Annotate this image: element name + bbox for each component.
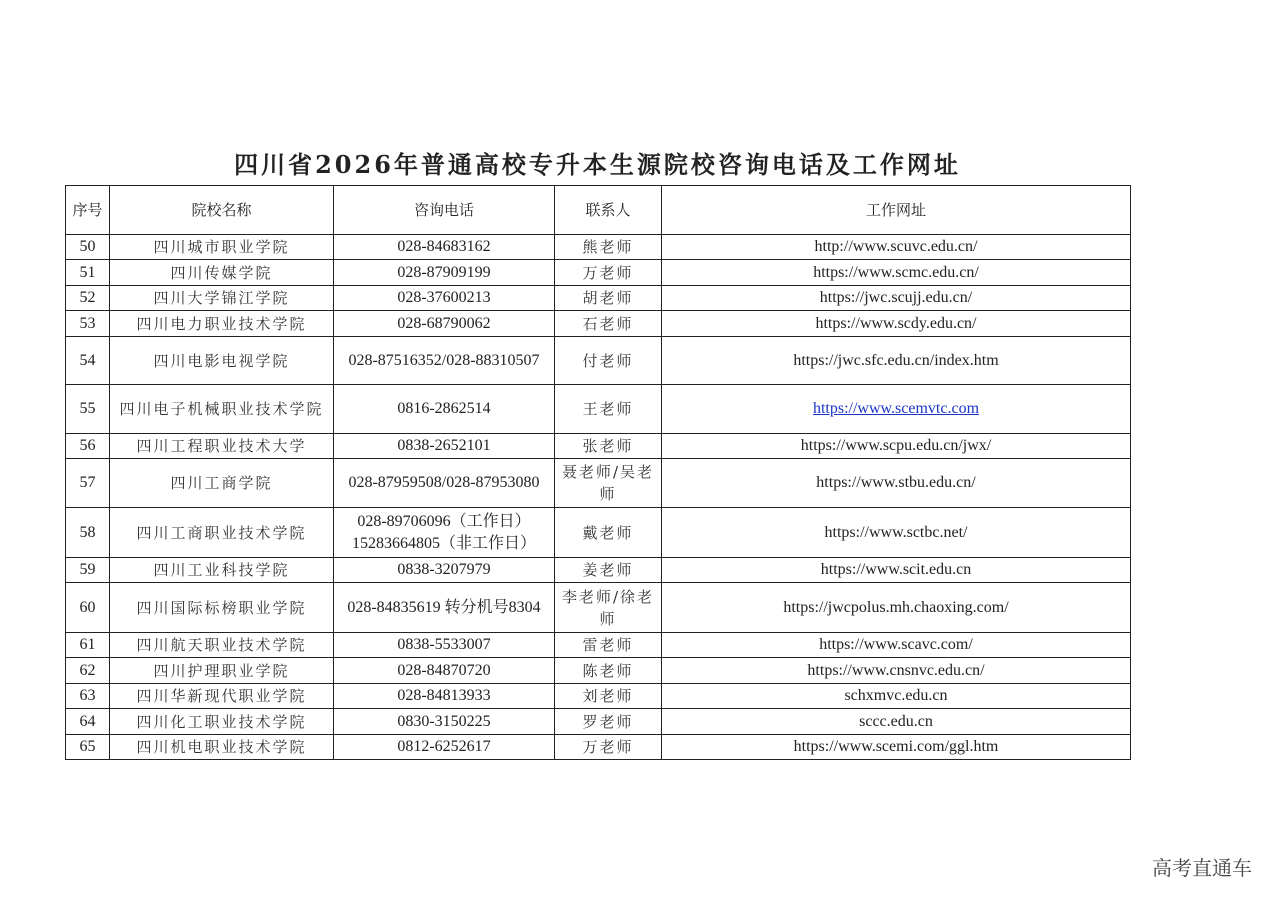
table-row: [66, 709, 1131, 735]
row-college-name: 四川华新现代职业学院: [110, 684, 334, 709]
row-contact: 雷老师: [555, 633, 662, 658]
row-college-name: 四川护理职业学院: [110, 658, 334, 684]
row-phone: 0838-2652101: [334, 434, 555, 459]
row-phone: 028-87959508/028-87953080: [334, 459, 555, 508]
row-contact: 姜老师: [555, 558, 662, 583]
row-phone: 0838-3207979: [334, 558, 555, 583]
row-college-name: 四川机电职业技术学院: [110, 735, 334, 760]
table-row: [66, 583, 1131, 633]
row-contact: 李老师/徐老师: [555, 583, 662, 633]
row-college-name: 四川工商职业技术学院: [110, 508, 334, 558]
row-phone: 028-68790062: [334, 311, 555, 337]
website-link[interactable]: https://www.scemvtc.com: [812, 400, 980, 417]
row-college-name: 四川工商学院: [110, 459, 334, 508]
row-website: https://jwc.scujj.edu.cn/: [662, 286, 1131, 311]
row-website: https://www.scpu.edu.cn/jwx/: [662, 434, 1131, 459]
row-phone: 0816-2862514: [334, 385, 555, 434]
row-phone: 0812-6252617: [334, 735, 555, 760]
row-contact: 胡老师: [555, 286, 662, 311]
row-phone: 028-84683162: [334, 235, 555, 260]
row-college-name: 四川工程职业技术大学: [110, 434, 334, 459]
row-index: 64: [66, 709, 110, 735]
table-row: [66, 735, 1131, 760]
row-website: https://www.scdy.edu.cn/: [662, 311, 1131, 337]
table-row: [66, 311, 1131, 337]
row-contact: 陈老师: [555, 658, 662, 684]
row-college-name: 四川城市职业学院: [110, 235, 334, 260]
row-index: 59: [66, 558, 110, 583]
row-phone: 028-87516352/028-88310507: [334, 337, 555, 385]
row-phone: 028-84870720: [334, 658, 555, 684]
row-college-name: 四川传媒学院: [110, 260, 334, 286]
row-index: 65: [66, 735, 110, 760]
row-index: 58: [66, 508, 110, 558]
table-row: [66, 235, 1131, 260]
row-index: 57: [66, 459, 110, 508]
row-phone: 028-87909199: [334, 260, 555, 286]
table-row: [66, 658, 1131, 684]
row-phone: 028-89706096（工作日）15283664805（非工作日）: [334, 508, 555, 558]
row-college-name: 四川航天职业技术学院: [110, 633, 334, 658]
row-index: 56: [66, 434, 110, 459]
row-phone: 028-84835619 转分机号8304: [334, 583, 555, 633]
row-index: 50: [66, 235, 110, 260]
row-index: 52: [66, 286, 110, 311]
table-row: [66, 260, 1131, 286]
row-contact: 万老师: [555, 260, 662, 286]
row-website: https://www.sctbc.net/: [662, 508, 1131, 558]
row-index: 55: [66, 385, 110, 434]
table-row: [66, 459, 1131, 508]
row-college-name: 四川电力职业技术学院: [110, 311, 334, 337]
row-college-name: 四川工业科技学院: [110, 558, 334, 583]
row-index: 61: [66, 633, 110, 658]
header-phone: 咨询电话: [334, 186, 555, 235]
row-index: 63: [66, 684, 110, 709]
table-row: [66, 684, 1131, 709]
row-website: https://www.scavc.com/: [662, 633, 1131, 658]
row-contact: 熊老师: [555, 235, 662, 260]
row-contact: 聂老师/吴老师: [555, 459, 662, 508]
row-website: https://www.scmc.edu.cn/: [662, 260, 1131, 286]
header-name: 院校名称: [110, 186, 334, 235]
table-row: [66, 508, 1131, 558]
row-website: https://www.stbu.edu.cn/: [662, 459, 1131, 508]
row-website: sccc.edu.cn: [662, 709, 1131, 735]
row-phone: 028-37600213: [334, 286, 555, 311]
row-contact: 王老师: [555, 385, 662, 434]
row-college-name: 四川电影电视学院: [110, 337, 334, 385]
row-college-name: 四川化工职业技术学院: [110, 709, 334, 735]
row-college-name: 四川国际标榜职业学院: [110, 583, 334, 633]
row-website: schxmvc.edu.cn: [662, 684, 1131, 709]
row-contact: 万老师: [555, 735, 662, 760]
row-phone: 0838-5533007: [334, 633, 555, 658]
row-index: 62: [66, 658, 110, 684]
row-index: 54: [66, 337, 110, 385]
table-row: [66, 385, 1131, 434]
header-contact: 联系人: [555, 186, 662, 235]
header-website: 工作网址: [662, 186, 1131, 235]
row-contact: 罗老师: [555, 709, 662, 735]
row-contact: 刘老师: [555, 684, 662, 709]
row-index: 53: [66, 311, 110, 337]
table-row: [66, 286, 1131, 311]
header-index: 序号: [66, 186, 110, 235]
row-website: https://www.scemi.com/ggl.htm: [662, 735, 1131, 760]
row-college-name: 四川电子机械职业技术学院: [110, 385, 334, 434]
table-row: [66, 337, 1131, 385]
row-website: https://www.scit.edu.cn: [662, 558, 1131, 583]
row-phone: 0830-3150225: [334, 709, 555, 735]
row-contact: 戴老师: [555, 508, 662, 558]
watermark: 高考直通车: [1152, 856, 1252, 880]
row-phone: 028-84813933: [334, 684, 555, 709]
row-website: https://jwc.sfc.edu.cn/index.htm: [662, 337, 1131, 385]
row-contact: 付老师: [555, 337, 662, 385]
row-index: 51: [66, 260, 110, 286]
row-website: https://www.cnsnvc.edu.cn/: [662, 658, 1131, 684]
table-row: [66, 633, 1131, 658]
row-contact: 张老师: [555, 434, 662, 459]
row-contact: 石老师: [555, 311, 662, 337]
table-row: [66, 558, 1131, 583]
table-row: [66, 434, 1131, 459]
row-website: http://www.scuvc.edu.cn/: [662, 235, 1131, 260]
row-website: https://jwcpolus.mh.chaoxing.com/: [662, 583, 1131, 633]
page-title: 四川省2026年普通高校专升本生源院校咨询电话及工作网址: [234, 150, 961, 179]
row-website[interactable]: [662, 385, 1131, 434]
row-index: 60: [66, 583, 110, 633]
college-table: [65, 185, 1131, 760]
row-college-name: 四川大学锦江学院: [110, 286, 334, 311]
